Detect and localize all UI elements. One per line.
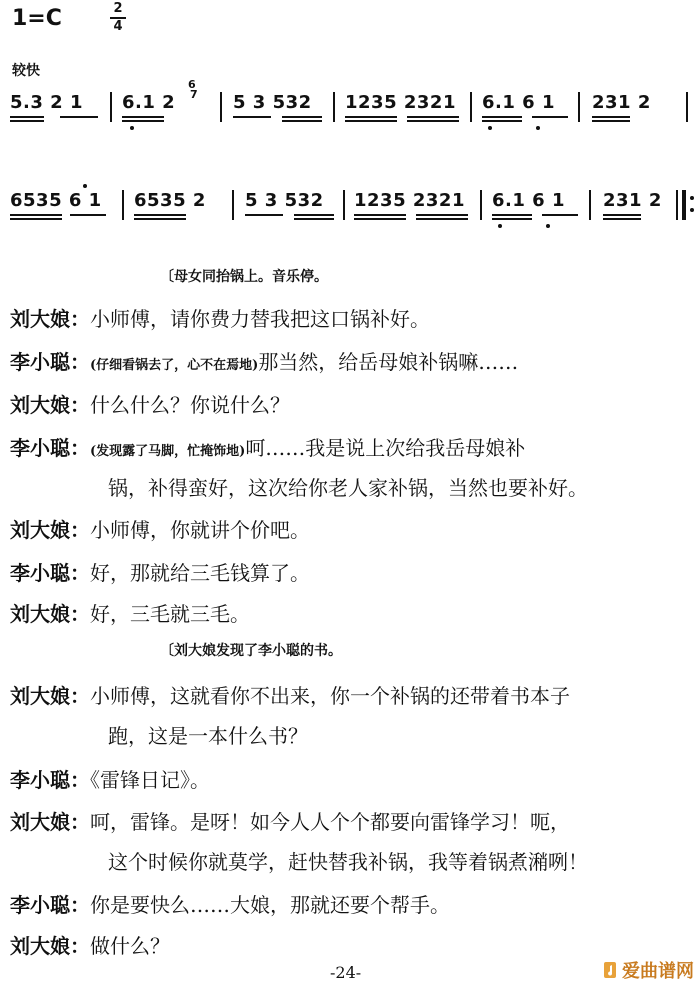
dialogue-line — [10, 930, 170, 959]
dialogue-text: 你是要快么……大娘，那就还要个帮手。 — [90, 893, 450, 917]
measure: 6.1 6 1 — [482, 92, 555, 113]
music-note-icon — [602, 961, 618, 979]
dialogue-line — [10, 514, 310, 543]
measure: 5 3 532 — [245, 190, 324, 211]
dialogue-line — [10, 680, 570, 709]
speaker: 刘大娘： — [10, 684, 90, 708]
measure: 5 3 532 — [233, 92, 312, 113]
stage-direction: 〔刘大娘发现了李小聪的书。 — [160, 643, 342, 659]
speaker: 刘大娘： — [10, 307, 90, 331]
page-number: -24- — [330, 963, 362, 982]
aside: (仔细看锅去了，心不在焉地) — [90, 358, 259, 373]
dialogue-text: 《雷锋日记》。 — [90, 768, 210, 792]
dialogue-text: 小师傅，请你费力替我把这口锅补好。 — [90, 307, 430, 331]
dialogue-text: 好，那就给三毛钱算了。 — [90, 561, 310, 585]
speaker: 李小聪： — [10, 436, 90, 460]
measure: 231 2 — [603, 190, 662, 211]
measure: 1235 2321 — [345, 92, 456, 113]
dialogue-text: 小师傅，你就讲个价吧。 — [90, 518, 310, 542]
key-signature: 1=C — [12, 6, 62, 31]
time-signature — [110, 2, 126, 34]
speaker: 李小聪： — [10, 768, 90, 792]
measure: 6.1 6 1 — [492, 190, 565, 211]
grace-note: 7 — [190, 88, 198, 101]
watermark-text: 爱曲谱网 — [622, 961, 694, 982]
dialogue-continuation: 锅，补得蛮好，这次给你老人家补锅，当然也要补好。 — [108, 476, 588, 500]
dialogue-line — [10, 432, 525, 461]
measure: 231 2 — [592, 92, 651, 113]
speaker: 刘大娘： — [10, 810, 90, 834]
dialogue-line — [10, 598, 250, 627]
dialogue-line — [10, 557, 310, 586]
speaker: 李小聪： — [10, 893, 90, 917]
watermark — [602, 957, 694, 983]
measure: 6535 6 1 — [10, 190, 102, 211]
measure: 6535 2 — [134, 190, 206, 211]
tempo-marking: 较快 — [12, 63, 40, 79]
speaker: 刘大娘： — [10, 602, 90, 626]
time-numerator: 2 — [113, 1, 123, 16]
measure: 1235 2321 — [354, 190, 465, 211]
dialogue-line — [10, 389, 290, 418]
dialogue-text: 那当然，给岳母娘补锅嘛…… — [258, 350, 519, 374]
dialogue-line — [10, 346, 518, 375]
time-denominator: 4 — [113, 19, 123, 34]
dialogue-text: 做什么？ — [90, 934, 170, 958]
dialogue-line — [10, 889, 450, 918]
measure: 6.1 2 — [122, 92, 176, 113]
dialogue-line — [10, 303, 430, 332]
dialogue-text: 好，三毛就三毛。 — [90, 602, 250, 626]
speaker: 刘大娘： — [10, 393, 90, 417]
speaker: 刘大娘： — [10, 934, 90, 958]
dialogue-text: 小师傅，这就看你不出来，你一个补锅的还带着书本子 — [90, 684, 570, 708]
speaker: 李小聪： — [10, 561, 90, 585]
stage-direction: 〔母女同抬锅上。音乐停。 — [160, 269, 328, 285]
dialogue-continuation: 跑，这是一本什么书？ — [108, 724, 308, 748]
speaker: 刘大娘： — [10, 518, 90, 542]
dialogue-text: 呵……我是说上次给我岳母娘补 — [245, 436, 526, 460]
dialogue-line — [10, 806, 570, 835]
score-row-2 — [0, 190, 700, 240]
dialogue-text: 什么什么？你说什么？ — [90, 393, 290, 417]
speaker: 李小聪： — [10, 350, 90, 374]
aside: (发现露了马脚，忙掩饰地) — [90, 444, 246, 459]
dialogue-continuation: 这个时候你就莫学，赶快替我补锅，我等着锅煮潲咧！ — [108, 850, 588, 874]
dialogue-line — [10, 764, 210, 793]
grace-note: 6 — [188, 78, 196, 91]
dialogue-text: 呵，雷锋。是呀！如今人人个个都要向雷锋学习！呃， — [90, 810, 570, 834]
measure: 5.3 2 1 — [10, 92, 83, 113]
score-row-1 — [0, 78, 700, 142]
